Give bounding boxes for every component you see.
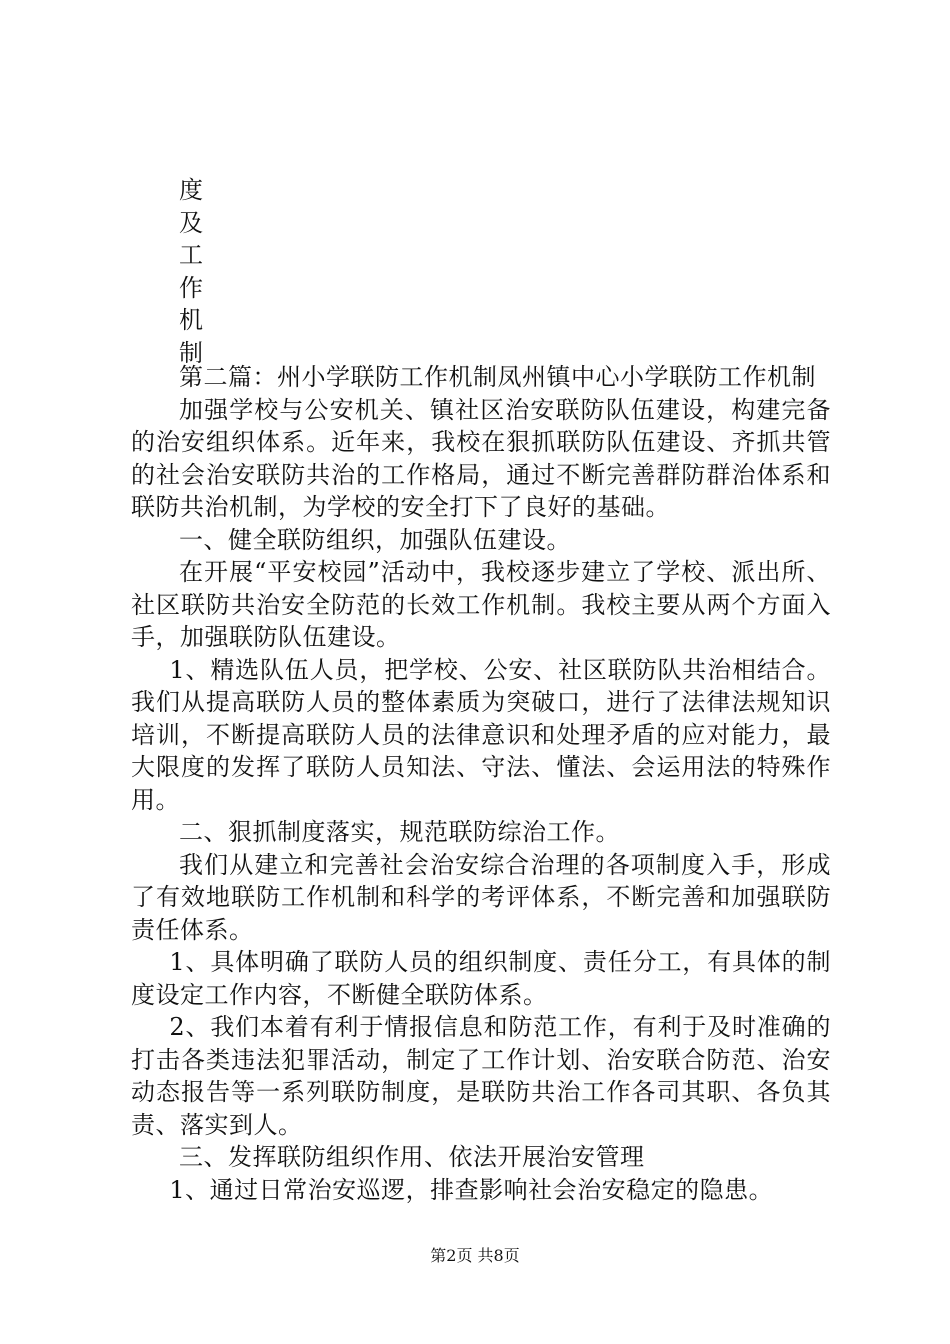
numbered-paragraph: 1、通过日常治安巡逻，排查影响社会治安稳定的隐患。: [169, 1175, 774, 1204]
vertical-char: 及: [179, 208, 203, 237]
body-paragraph: 我们从建立和完善社会治安综合治理的各项制度入手，形成了有效地联防工作机制和科学的考评体系，不断完善和加强联防责任体系。: [131, 850, 831, 944]
document-body: [131, 361, 831, 1206]
vertical-char: 机: [179, 306, 203, 334]
vertical-char: 度: [179, 176, 203, 204]
section-heading: 二、狠抓制度落实，规范联防综治工作。: [179, 818, 620, 846]
body-paragraph: 在开展“平安校园”活动中，我校逐步建立了学校、派出所、社区联防共治安全防范的长效工作机制。我校主要从两个方面入手，加强联防队伍建设。: [131, 558, 831, 651]
chapter-title: 第二篇：州小学联防工作机制凤州镇中心小学联防工作机制: [179, 363, 816, 391]
page-footer: 第2页 共8页: [430, 1246, 520, 1265]
vertical-char: 制: [179, 338, 203, 367]
vertical-char: 作: [179, 273, 203, 302]
numbered-paragraph: 2、我们本着有利于情报信息和防范工作，有利于及时准确的打击各类违法犯罪活动，制定了工作计划、治安联合防范、治安动态报告等一系列联防制度，是联防共治工作各司其职、各负其责、落实到人。: [131, 1013, 831, 1139]
numbered-paragraph: 1、具体明确了联防人员的组织制度、责任分工，有具体的制度设定工作内容，不断健全联防体系。: [131, 948, 831, 1009]
section-heading: 一、健全联防组织，加强队伍建设。: [179, 525, 571, 554]
section-heading: 三、发挥联防组织作用、依法开展治安管理: [179, 1143, 645, 1171]
vertical-char: 工: [179, 241, 203, 269]
numbered-paragraph: 1、精选队伍人员，把学校、公安、社区联防队共治相结合。我们从提高联防人员的整体素质为突破口，进行了法律法规知识培训，不断提高联防人员的法律意识和处理矛盾的应对能力，最大限度的发挥了联防人员知法、守法、懂法、会运用法的特殊作用。: [131, 655, 831, 814]
body-paragraph: 加强学校与公安机关、镇社区治安联防队伍建设，构建完备的治安组织体系。近年来，我校在狠抓联防队伍建设、齐抓共管的社会治安联防共治的工作格局，通过不断完善群防群治体系和联防共治机制，为学校的安全打下了良好的基础。: [131, 395, 831, 521]
vertical-text-fragment: [179, 174, 219, 369]
